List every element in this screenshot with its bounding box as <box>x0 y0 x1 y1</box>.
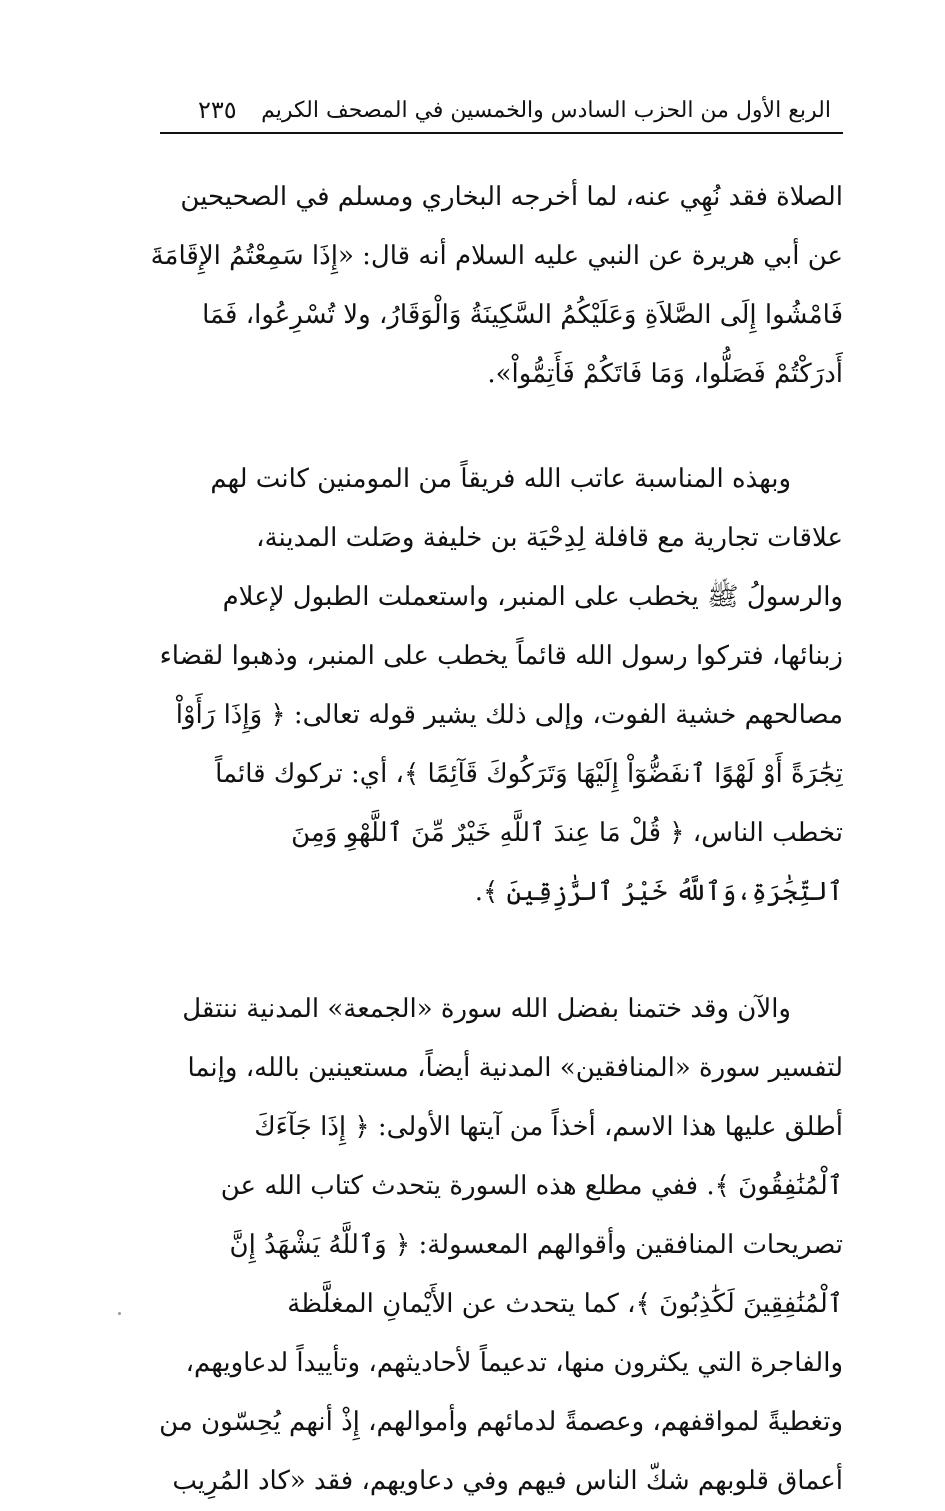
text-line: والفاجرة التي يكثرون منها، تدعيماً لأحاديثهم، وتأييداً لدعاويهم، <box>185 1348 843 1378</box>
paragraph-2 <box>150 450 843 922</box>
text-line: مصالحهم خشية الفوت، وإلى ذلك يشير قوله تعالى: ﴿ وَإِذَا رَأَوْاْ <box>175 700 843 730</box>
text-line: أعماق قلوبهم شكّ الناس فيهم وفي دعاويهم، فقد «كاد المُرِيب <box>172 1466 843 1496</box>
running-header-title: الربع الأول من الحزب السادس والخمسين في المصحف الكريم <box>261 98 831 123</box>
body-text <box>150 168 843 1511</box>
scan-speck <box>118 1312 121 1315</box>
text-line: علاقات تجارية مع قافلة لِدِحْيَة بن خليفة وصَلت المدينة، <box>256 523 843 553</box>
text-line: أَدرَكْتُمْ فَصَلُّوا، وَمَا فَاتَكُمْ فَأَتِمُّواْ». <box>487 359 843 389</box>
running-header <box>160 96 843 136</box>
text-line: أطلق عليها هذا الاسم، أخذاً من آيتها الأولى: ﴿ إِذَا جَآءَكَ <box>254 1112 843 1142</box>
header-divider <box>160 132 843 134</box>
text-line: تخطب الناس، ﴿ قُلْ مَا عِندَ ٱللَّهِ خَيْرٌ مِّنَ ٱللَّهْوِ وَمِنَ <box>291 818 843 848</box>
paragraph-3 <box>150 980 843 1511</box>
text-line: تصريحات المنافقين وأقوالهم المعسولة: ﴿ وَٱللَّهُ يَشْهَدُ إِنَّ <box>229 1230 843 1260</box>
text-line: ٱلْمُنَٰفِقِينَ لَكَٰذِبُونَ ﴾، كما يتحدث عن الأَيْمانِ المغلَّظة <box>287 1289 843 1319</box>
text-line: زبنائها، فتركوا رسول الله قائماً يخطب على المنبر، وذهبوا لقضاء <box>159 641 843 671</box>
text-line: تِجَٰرَةً أَوْ لَهْوًا ٱنفَضُّوٓاْ إِلَيْهَا وَتَرَكُوكَ قَآئِمًا ﴾، أي: تركوك قائماً <box>215 759 843 789</box>
text-line: لتفسير سورة «المنافقين» المدنية أيضاً، مستعينين بالله، وإنما <box>187 1053 843 1083</box>
text-line: والآن وقد ختمنا بفضل الله سورة «الجمعة» المدنية ننتقل <box>182 994 791 1024</box>
paragraph-1 <box>150 168 843 404</box>
paragraph-spacer <box>150 922 843 980</box>
text-line: عن أبي هريرة عن النبي عليه السلام أنه قال: «إِذَا سَمِعْتُمُ الإِقَامَةَ <box>150 241 843 271</box>
page-number: ٢٣٥ <box>198 96 237 124</box>
text-line: ٱلتِّجَٰرَةِ،وَٱللَّهُ خَيْرُ ٱلرَّٰزِقِينَ ﴾. <box>474 877 843 907</box>
paragraph-spacer <box>150 404 843 450</box>
text-line: والرسولُ ﷺ يخطب على المنبر، واستعملت الطبول لإعلام <box>222 582 843 612</box>
text-line: وبهذه المناسبة عاتب الله فريقاً من المومنين كانت لهم <box>210 464 791 494</box>
text-line: ٱلْمُنَٰفِقُونَ ﴾. ففي مطلع هذه السورة يتحدث كتاب الله عن <box>220 1171 843 1201</box>
text-line: الصلاة فقد نُهِي عنه، لما أخرجه البخاري ومسلم في الصحيحين <box>180 182 843 212</box>
text-line: وتغطيةً لمواقفهم، وعصمةً لدمائهم وأموالهم، إِذْ أنهم يُحِسّون من <box>159 1407 843 1437</box>
text-line: فَامْشُوا إِلَى الصَّلاَةِ وَعَلَيْكُمُ السَّكِينَةُ وَالْوَقَارُ، ولا تُسْرِعُوا، فَمَا <box>202 300 843 330</box>
